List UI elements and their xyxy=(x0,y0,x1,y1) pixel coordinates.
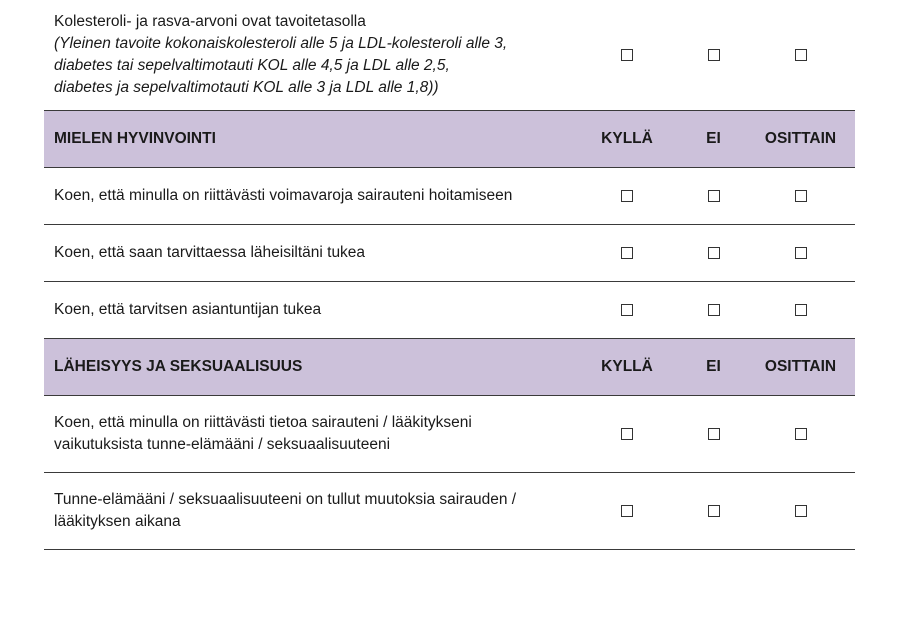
question-text: Koen, että tarvitsen asiantuntijan tukea xyxy=(54,301,322,318)
question-text xyxy=(44,412,573,456)
column-header-yes: KYLLÄ xyxy=(601,358,653,375)
section-title: MIELEN HYVINVOINTI xyxy=(54,130,216,147)
column-header-partly: OSITTAIN xyxy=(764,358,837,375)
question-line: lääkityksen aikana xyxy=(54,513,181,530)
checkbox-partly[interactable] xyxy=(795,304,807,316)
checkbox-no[interactable] xyxy=(708,247,720,259)
checkbox-yes[interactable] xyxy=(621,304,633,316)
checkbox-yes[interactable] xyxy=(621,49,633,61)
questionnaire-table xyxy=(44,0,855,550)
checkbox-partly[interactable] xyxy=(795,505,807,517)
question-line: Koen, että minulla on riittävästi tietoa sairauteni / lääkitykseni xyxy=(54,414,472,431)
question-line: Tunne-elämääni / seksuaalisuuteeni on tullut muutoksia sairauden / xyxy=(54,491,517,508)
question-row xyxy=(44,473,855,550)
question-text xyxy=(44,489,573,533)
column-header-yes: KYLLÄ xyxy=(601,130,653,147)
checkbox-no[interactable] xyxy=(708,49,720,61)
checkbox-no[interactable] xyxy=(708,190,720,202)
checkbox-yes[interactable] xyxy=(621,428,633,440)
section-title: LÄHEISYYS JA SEKSUAALISUUS xyxy=(54,358,303,375)
question-text: Koen, että saan tarvittaessa läheisiltäni tukea xyxy=(54,244,366,261)
checkbox-no[interactable] xyxy=(708,304,720,316)
question-row xyxy=(44,225,855,282)
section-header-intimacy-sexuality xyxy=(44,339,855,396)
checkbox-partly[interactable] xyxy=(795,428,807,440)
column-header-partly: OSITTAIN xyxy=(764,130,837,147)
question-text: Koen, että minulla on riittävästi voimavaroja sairauteni hoitamiseen xyxy=(54,187,513,204)
question-note-line: diabetes tai sepelvaltimotauti KOL alle 4,5 ja LDL alle 2,5, xyxy=(54,57,450,74)
question-note-line: diabetes ja sepelvaltimotauti KOL alle 3 ja LDL alle 1,8)) xyxy=(54,79,439,96)
checkbox-yes[interactable] xyxy=(621,505,633,517)
question-row-cholesterol xyxy=(44,0,855,111)
checkbox-partly[interactable] xyxy=(795,190,807,202)
question-row xyxy=(44,282,855,339)
checkbox-yes[interactable] xyxy=(621,190,633,202)
checkbox-yes[interactable] xyxy=(621,247,633,259)
section-header-mental-wellbeing xyxy=(44,111,855,168)
question-row xyxy=(44,168,855,225)
checkbox-partly[interactable] xyxy=(795,49,807,61)
checkbox-no[interactable] xyxy=(708,428,720,440)
question-note-line: (Yleinen tavoite kokonaiskolesteroli alle 5 ja LDL-kolesteroli alle 3, xyxy=(54,35,508,52)
column-header-no: EI xyxy=(706,130,721,147)
question-line: vaikutuksista tunne-elämääni / seksuaalisuuteeni xyxy=(54,436,391,453)
checkbox-partly[interactable] xyxy=(795,247,807,259)
checkbox-no[interactable] xyxy=(708,505,720,517)
question-line: Kolesteroli- ja rasva-arvoni ovat tavoitetasolla xyxy=(54,13,366,30)
column-header-no: EI xyxy=(706,358,721,375)
question-row xyxy=(44,396,855,473)
question-text xyxy=(44,11,573,99)
